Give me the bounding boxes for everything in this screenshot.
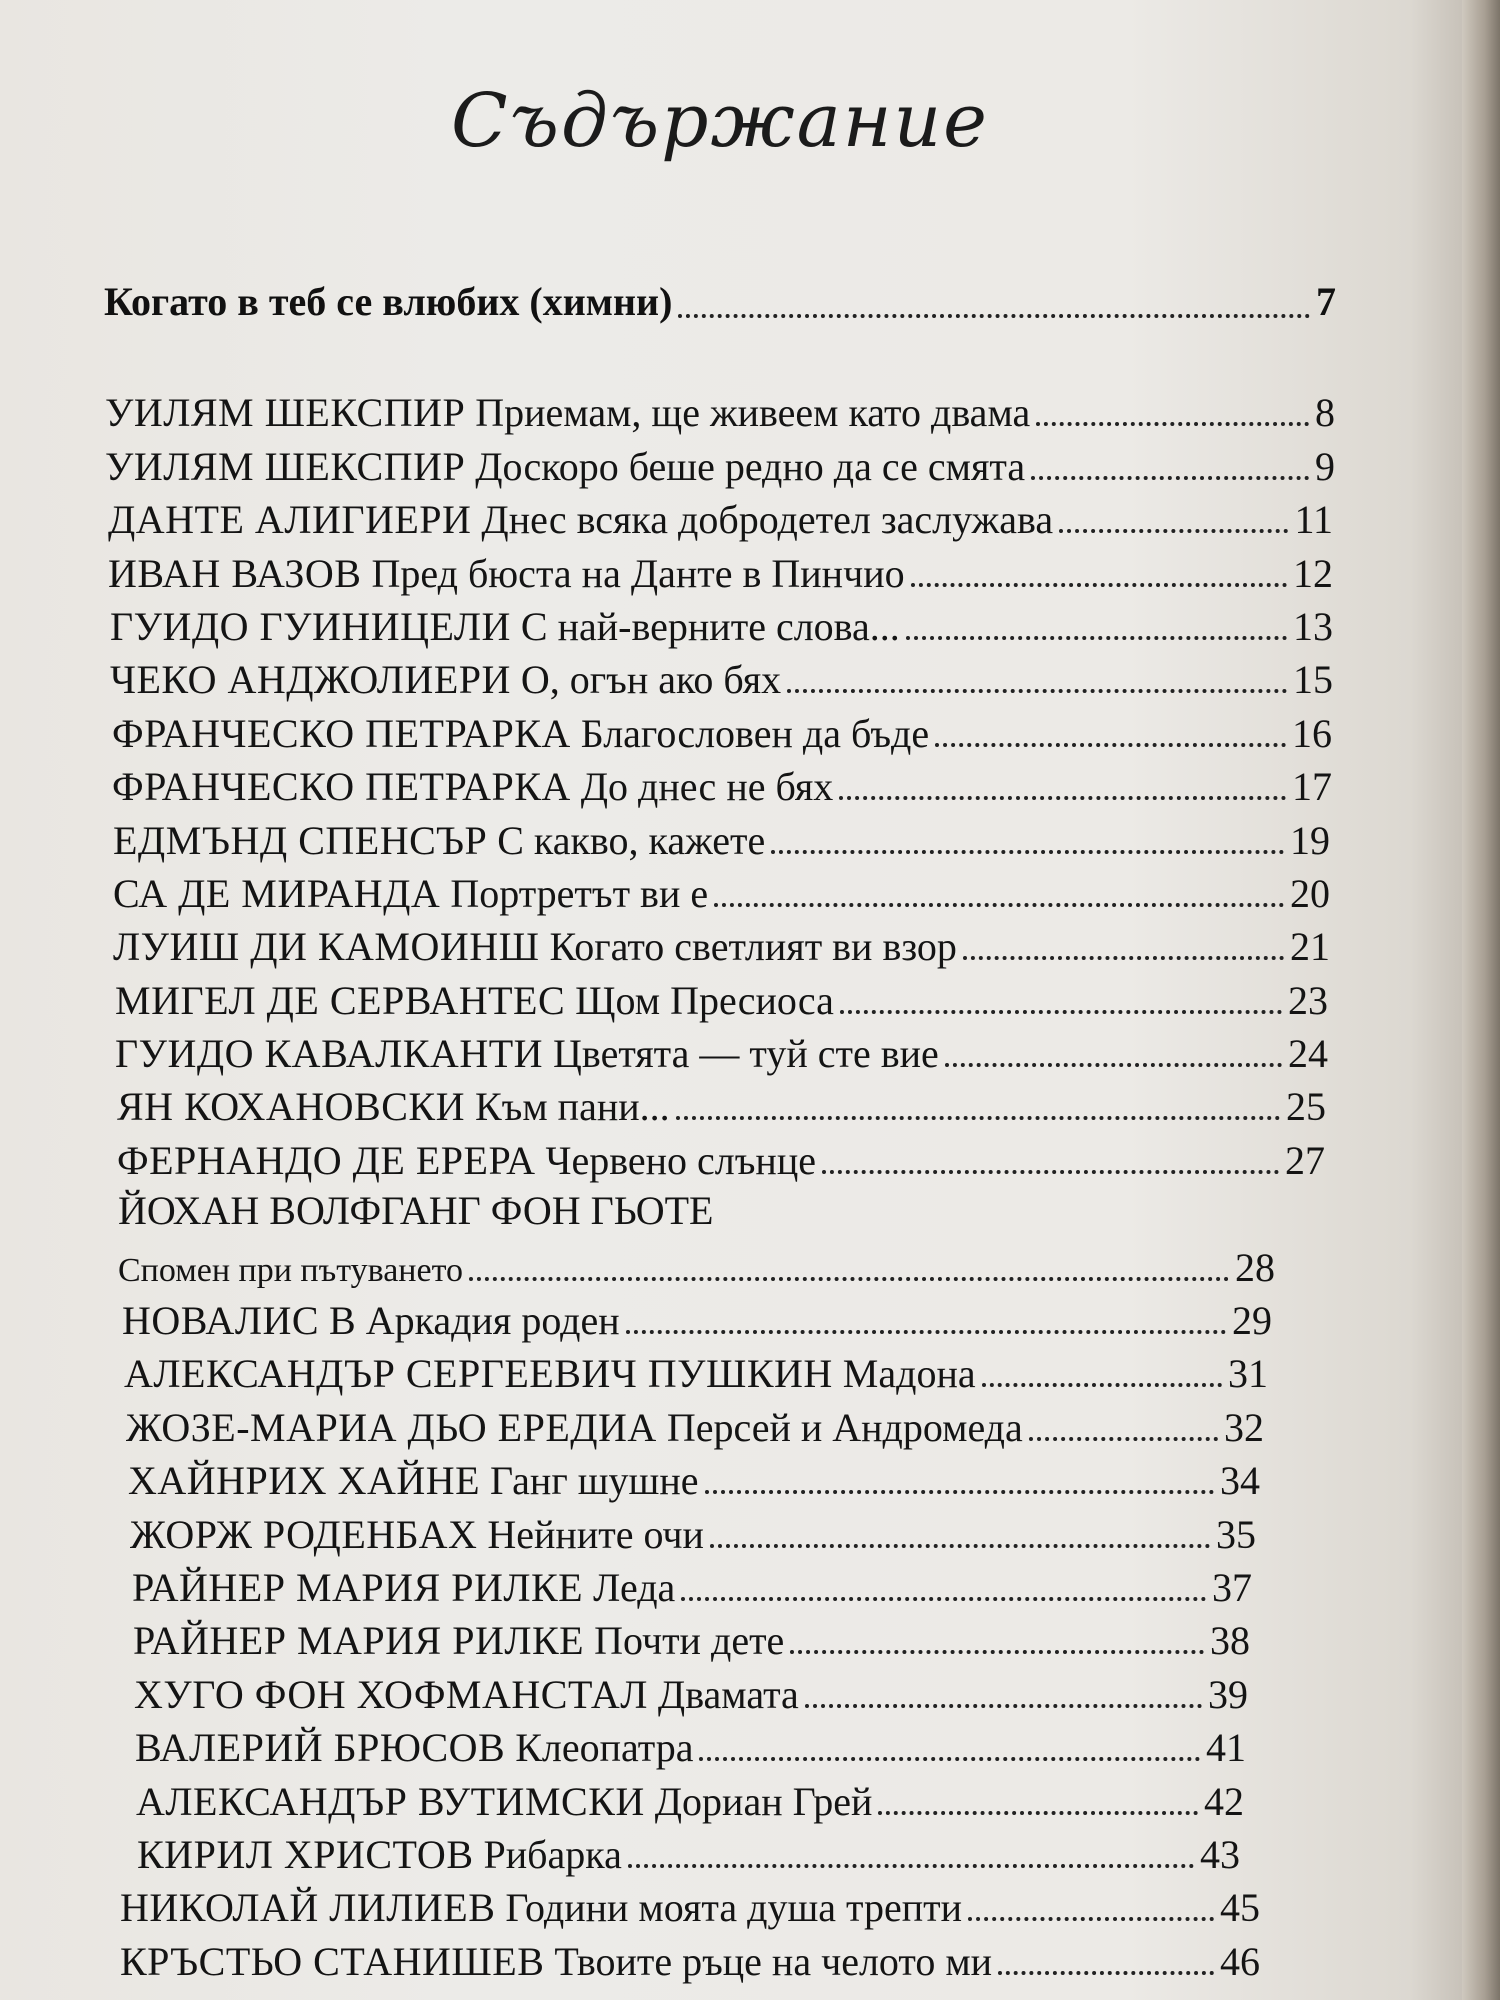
dot-leader xyxy=(676,1116,1280,1120)
dot-leader xyxy=(1031,476,1309,480)
dot-leader xyxy=(805,1704,1202,1708)
toc-poem-title: Портретът ви е xyxy=(450,870,709,916)
dot-leader xyxy=(839,796,1286,800)
toc-poem-title: Щом Пресиоса xyxy=(575,977,834,1023)
toc-poem-title: Рибарка xyxy=(483,1831,622,1877)
toc-entry[interactable] xyxy=(0,540,1333,596)
toc-author: АЛЕКСАНДЪР СЕРГЕЕВИЧ ПУШКИН xyxy=(124,1351,833,1397)
toc-entry[interactable] xyxy=(0,914,1330,970)
toc-page-number: 24 xyxy=(1288,1031,1328,1077)
toc-entry[interactable] xyxy=(0,1608,1250,1664)
toc-page-number: 23 xyxy=(1288,977,1328,1023)
dot-leader xyxy=(963,956,1284,960)
toc-author: РАЙНЕР МАРИЯ РИЛКЕ xyxy=(132,1564,584,1610)
dot-leader xyxy=(710,1544,1210,1548)
toc-author: РАЙНЕР МАРИЯ РИЛКЕ xyxy=(133,1618,585,1664)
toc-poem-title: С какво, кажете xyxy=(497,817,766,863)
dot-leader xyxy=(911,583,1287,587)
toc-poem-title: Доскоро беше редно да се смята xyxy=(475,443,1026,489)
toc-entry-text xyxy=(112,710,930,756)
toc-poem-title: Когато светлият ви взор xyxy=(549,924,957,970)
page-title: Съдържание xyxy=(451,78,989,164)
toc-entry[interactable] xyxy=(0,1768,1244,1824)
toc-poem-title: До днес не бях xyxy=(580,764,834,810)
dot-leader xyxy=(1029,1437,1218,1441)
dot-leader xyxy=(982,1383,1222,1387)
toc-page-number: 45 xyxy=(1220,1885,1260,1931)
dot-leader xyxy=(699,1757,1200,1761)
dot-leader xyxy=(705,1490,1214,1494)
toc-entry[interactable] xyxy=(0,1715,1246,1771)
toc-entry[interactable] xyxy=(0,487,1333,543)
toc-entry-text xyxy=(108,550,905,596)
toc-entry-text xyxy=(124,1351,976,1397)
toc-entry-text xyxy=(130,1511,704,1557)
toc-page-number: 31 xyxy=(1228,1351,1268,1397)
toc-poem-title: Към пани... xyxy=(474,1084,670,1130)
toc-author: СА ДЕ МИРАНДА xyxy=(113,870,441,916)
toc-author: КИРИЛ ХРИСТОВ xyxy=(137,1831,474,1877)
dot-leader xyxy=(1059,529,1288,533)
toc-author: ФРАНЧЕСКО ПЕТРАРКА xyxy=(112,764,571,810)
toc-page-number: 21 xyxy=(1290,924,1330,970)
toc-page-number: 25 xyxy=(1286,1084,1326,1130)
dot-leader xyxy=(790,1650,1204,1654)
toc-page-number: 27 xyxy=(1285,1137,1325,1183)
toc-poem-title: Спомен при пътуването xyxy=(118,1251,463,1289)
toc-entry-text xyxy=(117,1084,670,1130)
dot-leader xyxy=(626,1330,1226,1334)
toc-page-number: 17 xyxy=(1292,764,1332,810)
toc-poem-title: Персей и Андромеда xyxy=(666,1404,1023,1450)
toc-poem-title: С най-верните слова... xyxy=(520,603,900,649)
dot-leader xyxy=(935,743,1286,747)
toc-entry[interactable] xyxy=(0,380,1335,436)
toc-entry[interactable] xyxy=(0,700,1332,756)
toc-entry[interactable] xyxy=(0,1875,1260,1931)
toc-page-number: 37 xyxy=(1212,1564,1252,1610)
toc-entry[interactable] xyxy=(0,1021,1328,1077)
dot-leader xyxy=(840,1010,1282,1014)
toc-entry-text xyxy=(108,497,1054,543)
toc-author: НОВАЛИС xyxy=(122,1298,320,1344)
toc-author: ГУИДО КАВАЛКАНТИ xyxy=(115,1031,544,1077)
toc-page-number: 16 xyxy=(1292,710,1332,756)
toc-entry-text xyxy=(133,1618,785,1664)
toc-page-number: 39 xyxy=(1208,1671,1248,1717)
dot-leader xyxy=(678,314,1310,318)
toc-page-number: 8 xyxy=(1315,390,1335,436)
toc-poem-title: Мадона xyxy=(842,1351,976,1397)
toc-page-number: 12 xyxy=(1293,550,1333,596)
toc-poem-title: Нейните очи xyxy=(487,1511,704,1557)
toc-author: ЙОХАН ВОЛФГАНГ ФОН ГЬОТЕ xyxy=(118,1188,714,1234)
toc-poem-title: Пред бюста на Данте в Пинчио xyxy=(371,550,905,596)
toc-page-number: 19 xyxy=(1290,817,1330,863)
toc-poem-title: Благословен да бъде xyxy=(580,710,930,756)
toc-entry[interactable] xyxy=(0,647,1333,703)
toc-entry[interactable] xyxy=(0,1127,1325,1183)
toc-entry-text xyxy=(115,1031,939,1077)
toc-entry-text xyxy=(120,1938,993,1984)
toc-entry-text xyxy=(105,390,1031,436)
toc-page-number: 13 xyxy=(1293,603,1333,649)
toc-author: ФЕРНАНДО ДЕ ЕРЕРА xyxy=(117,1137,536,1183)
toc-entry[interactable] xyxy=(0,1394,1264,1450)
table-of-contents xyxy=(0,380,1500,1982)
dot-leader xyxy=(945,1063,1282,1067)
lead-entry-text: Когато в теб се влюбих (химни) xyxy=(104,279,673,324)
toc-entry[interactable] xyxy=(0,594,1333,647)
toc-page-number: 11 xyxy=(1294,497,1333,543)
toc-poem-title: В Аркадия роден xyxy=(329,1298,620,1344)
toc-author: УИЛЯМ ШЕКСПИР xyxy=(105,390,466,436)
toc-entry-text xyxy=(110,603,900,649)
toc-entry[interactable] xyxy=(0,1234,1275,1290)
toc-author: АЛЕКСАНДЪР ВУТИМСКИ xyxy=(136,1778,645,1824)
toc-entry[interactable] xyxy=(0,1341,1268,1397)
toc-poem-title: Почти дете xyxy=(594,1618,785,1664)
toc-entry-text xyxy=(113,924,957,970)
dot-leader xyxy=(822,1170,1279,1174)
dot-leader xyxy=(469,1277,1229,1281)
toc-entry-text xyxy=(128,1458,699,1504)
toc-author: ЛУИШ ДИ КАМОИНШ xyxy=(113,924,540,970)
dot-leader xyxy=(998,1971,1214,1975)
dot-leader xyxy=(1036,422,1309,426)
toc-poem-title: Леда xyxy=(593,1564,676,1610)
dot-leader xyxy=(714,903,1284,907)
toc-entry[interactable] xyxy=(0,1928,1260,1984)
toc-entry[interactable] xyxy=(0,1661,1248,1717)
lead-entry xyxy=(104,278,1336,325)
toc-poem-title: Днес всяка добродетел заслужава xyxy=(481,497,1054,543)
toc-poem-title: Ганг шушне xyxy=(490,1458,699,1504)
toc-page-number: 38 xyxy=(1210,1618,1250,1664)
toc-author: ЯН КОХАНОВСКИ xyxy=(117,1084,465,1130)
toc-author: ЕДМЪНД СПЕНСЪР xyxy=(113,817,488,863)
toc-page-number: 9 xyxy=(1315,443,1335,489)
toc-entry-text xyxy=(117,1137,816,1183)
toc-entry[interactable] xyxy=(0,807,1330,863)
toc-entry[interactable] xyxy=(0,433,1335,489)
toc-page-number: 43 xyxy=(1200,1831,1240,1877)
toc-poem-title: Цветята — туй сте вие xyxy=(553,1031,939,1077)
toc-entry[interactable] xyxy=(0,1822,1240,1875)
toc-page-number: 28 xyxy=(1235,1244,1275,1290)
toc-poem-title: Червено слънце xyxy=(545,1137,816,1183)
toc-entry[interactable] xyxy=(0,1448,1260,1504)
toc-entry-text xyxy=(120,1885,963,1931)
toc-poem-title: Дориан Грей xyxy=(654,1778,873,1824)
toc-page-number: 34 xyxy=(1220,1458,1260,1504)
toc-author: МИГЕЛ ДЕ СЕРВАНТЕС xyxy=(115,977,566,1023)
dot-leader xyxy=(787,689,1287,693)
toc-entry[interactable] xyxy=(0,861,1330,914)
toc-page-number: 20 xyxy=(1290,870,1330,916)
dot-leader xyxy=(878,1811,1198,1815)
toc-page-number: 42 xyxy=(1204,1778,1244,1824)
toc-author: КРЪСТЬО СТАНИШЕВ xyxy=(120,1938,545,1984)
toc-page-number: 46 xyxy=(1220,1938,1260,1984)
toc-page-number: 15 xyxy=(1293,657,1333,703)
toc-entry-text xyxy=(113,870,709,916)
toc-entry[interactable] xyxy=(0,967,1328,1023)
toc-entry-text xyxy=(136,1778,873,1824)
toc-entry-text xyxy=(137,1831,622,1877)
toc-entry[interactable] xyxy=(0,1074,1326,1130)
toc-entry[interactable] xyxy=(0,754,1332,810)
toc-page-number: 32 xyxy=(1224,1404,1264,1450)
toc-author: ХУГО ФОН ХОФМАНСТАЛ xyxy=(134,1671,648,1717)
toc-poem-title: Приемам, ще живеем като двама xyxy=(475,390,1031,436)
toc-author-line xyxy=(0,1181,1500,1234)
dot-leader xyxy=(628,1864,1194,1868)
toc-author: УИЛЯМ ШЕКСПИР xyxy=(105,443,466,489)
toc-author: ЖОЗЕ-МАРИА ДЬО ЕРЕДИА xyxy=(126,1404,657,1450)
toc-poem-title: Клеопатра xyxy=(515,1725,694,1771)
toc-author: ЖОРЖ РОДЕНБАХ xyxy=(130,1511,478,1557)
toc-page-number: 41 xyxy=(1206,1725,1246,1771)
dot-leader xyxy=(681,1597,1206,1601)
toc-entry-text xyxy=(132,1564,676,1610)
toc-poem-title: Двамата xyxy=(657,1671,799,1717)
dot-leader xyxy=(771,850,1284,854)
toc-entry-text xyxy=(115,977,834,1023)
toc-page-number: 35 xyxy=(1216,1511,1256,1557)
toc-author: ИВАН ВАЗОВ xyxy=(108,550,362,596)
toc-poem-title: О, огън ако бях xyxy=(520,657,782,703)
toc-author: ГУИДО ГУИНИЦЕЛИ xyxy=(110,603,511,649)
toc-entry-text xyxy=(135,1725,694,1771)
toc-poem-title: Твоите ръце на челото ми xyxy=(554,1938,993,1984)
toc-author: ФРАНЧЕСКО ПЕТРАРКА xyxy=(112,710,571,756)
toc-author: ХАЙНРИХ ХАЙНЕ xyxy=(128,1458,481,1504)
toc-entry-text xyxy=(110,657,782,703)
dot-leader xyxy=(968,1917,1214,1921)
dot-leader xyxy=(906,636,1287,640)
toc-entry[interactable] xyxy=(0,1288,1272,1344)
toc-author: ЧЕКО АНДЖОЛИЕРИ xyxy=(110,657,511,703)
toc-entry-text xyxy=(122,1298,620,1344)
toc-entry-text xyxy=(112,764,834,810)
lead-entry-page: 7 xyxy=(1316,279,1336,324)
toc-author: ДАНТЕ АЛИГИЕРИ xyxy=(108,497,472,543)
toc-page-number: 29 xyxy=(1232,1298,1272,1344)
toc-entry-text xyxy=(134,1671,799,1717)
toc-entry-text xyxy=(126,1404,1023,1450)
toc-entry-text xyxy=(105,443,1026,489)
toc-entry[interactable] xyxy=(0,1501,1256,1557)
toc-author: НИКОЛАЙ ЛИЛИЕВ xyxy=(120,1885,496,1931)
toc-entry[interactable] xyxy=(0,1555,1252,1608)
toc-entry-text xyxy=(113,817,766,863)
toc-poem-title: Години моята душа трепти xyxy=(505,1885,963,1931)
toc-author: ВАЛЕРИЙ БРЮСОВ xyxy=(135,1725,506,1771)
